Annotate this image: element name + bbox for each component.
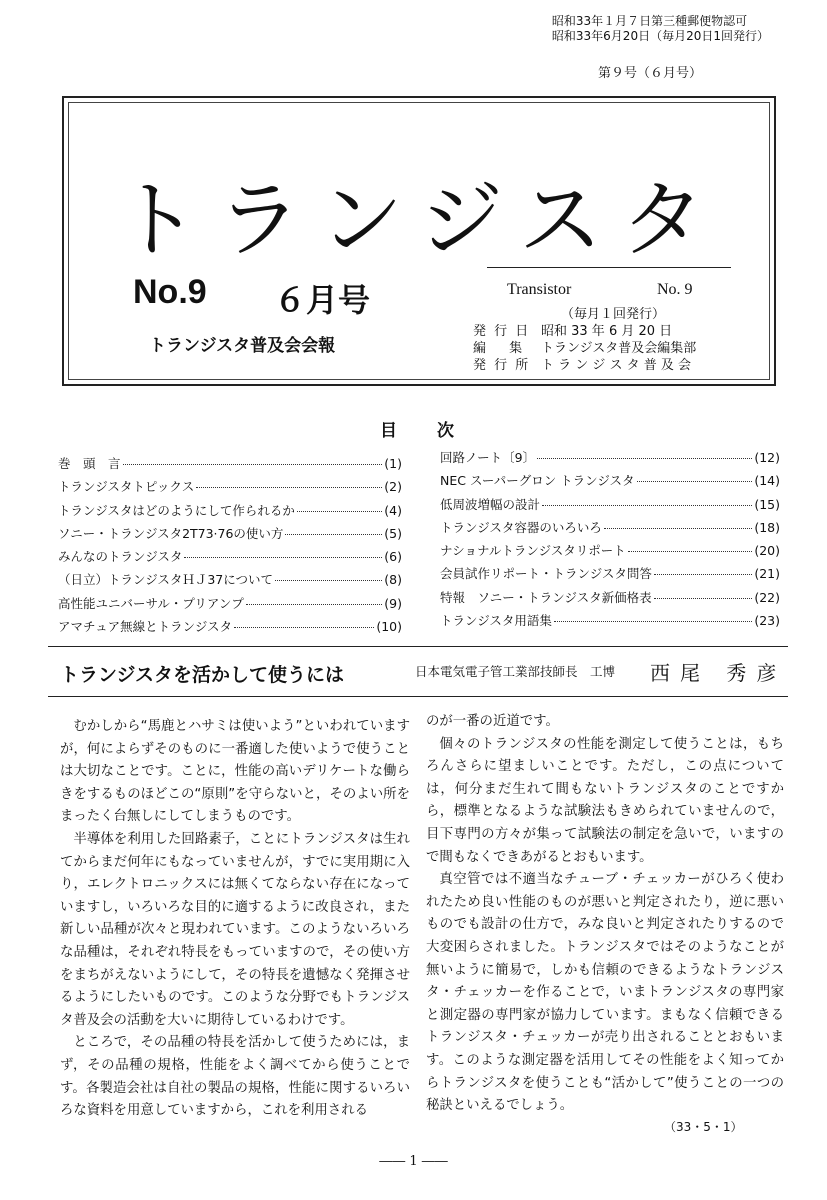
info-row: [473, 357, 696, 374]
toc-item-page: (6): [384, 549, 402, 565]
article-paragraph: 真空管では不適当なチューブ・チェッカーがひろく使われたため良い性能のものが悪いと判定されたり，逆に悪いものでも設計の仕方で，みな良いと判定されたりするので大変困らされました。トランジスタではそのようなことが無いように簡易で，しかも信頼のできるようなトランジスタ・チェッカーを作ることで，いまトランジスタの専門家と測定器の専門家が協力しています。まもなく信頼できるトランジスタ・チェッカーが売り出されることとおもいます。このような測定器を活用してその性能をよく知ってからトランジスタを使うことも“活かして”使うことの一つの秘訣といえるでしょう。: [426, 872, 784, 1114]
toc-leader: [554, 621, 753, 622]
masthead-frame: [62, 96, 776, 386]
toc-item-title: アマチュア無線とトランジスタ: [58, 619, 232, 635]
toc-item[interactable]: [58, 501, 402, 524]
toc-item-title: （日立）トランジスタＨＪ37について: [58, 572, 273, 588]
info-label: 編 集: [473, 341, 525, 356]
toc-item-page: (4): [384, 502, 402, 518]
toc-leader: [604, 528, 753, 529]
toc-item[interactable]: [440, 448, 780, 471]
info-value: トランジスタ普及会編集部: [541, 341, 697, 356]
article-paragraph: ところで，その品種の特長を活かして使うためには，まず，その品種の規格，性能をよく調べてから使うことです。各製造会社は自社の製品の規格，性能に関するいろいろな資料を用意していますから，これを利用される: [60, 1035, 410, 1119]
magazine-title: トランジスタ: [115, 171, 723, 269]
toc-item[interactable]: [440, 564, 780, 587]
toc-left-column: [58, 454, 402, 640]
article-bottom-rule: [48, 696, 788, 697]
publication-frequency: （毎月１回発行）: [561, 307, 666, 322]
toc-item-title: トランジスタ容器のいろいろ: [440, 519, 602, 535]
toc-leader: [285, 534, 382, 535]
toc-item-page: (22): [754, 589, 780, 605]
article-top-rule: [48, 646, 788, 647]
article-paragraph: 半導体を利用した回路素子，ことにトランジスタは生れてからまだ何年にもなっていませんが，すでに実用期に入り，エレクトロニックスには無くてならない存在になっていますし，いろいろな目的に適するように改良され，また新しい品種が次々と現われています。このようないろいろな品種は，それぞれ特長をもっていますので，その使い方をまちがえないようにして，その特長を遺憾なく発揮させるようにしたいものです。このような分野でもトランジスタ普及会の活動を大いに期待しているわけです。: [60, 831, 410, 1028]
toc-item-title: 会員試作リポート・トランジスタ問答: [440, 566, 652, 582]
toc-leader: [184, 557, 382, 558]
toc-item-title: 巻 頭 言: [58, 456, 121, 471]
toc-item[interactable]: [440, 495, 780, 518]
info-label: 発 行 日: [473, 324, 531, 339]
toc-item[interactable]: [58, 570, 402, 593]
toc-item-page: (10): [376, 619, 402, 635]
toc-item-page: (9): [384, 595, 402, 611]
association-name: トランジスタ普及会会報: [149, 336, 336, 356]
toc-item-page: (12): [754, 450, 780, 465]
toc-item-title: トランジスタはどのようにして作られるか: [58, 502, 295, 518]
toc-item-title: トランジスタトピックス: [58, 479, 195, 495]
toc-right-column: [440, 448, 780, 634]
issue-month: ６月号: [274, 282, 371, 318]
toc-item-title: ナショナルトランジスタリポート: [440, 543, 626, 559]
toc-item-title: 回路ノート〔9〕: [440, 450, 536, 465]
page-number: ―― 1 ――: [379, 1154, 448, 1169]
article-paragraph: むかしから“馬鹿とハサミは使いよう”といわれていますが，何によらずそのものに一番適した使いようで使うことは大切なことです。ことに，性能の高いデリケートな働らきをするものほどこの“原則”を守らないと，そのよい所をまったく台無しにしてしまうものです。: [60, 719, 410, 825]
toc-item[interactable]: [58, 454, 402, 477]
masthead-rule: [487, 267, 731, 268]
postal-line-1: 昭和33年１月７日第三種郵便物認可: [551, 14, 748, 28]
toc-item-page: (23): [754, 613, 780, 629]
toc-leader: [654, 598, 753, 599]
toc-item-page: (21): [754, 566, 780, 582]
toc-item[interactable]: [440, 471, 780, 494]
toc-item[interactable]: [440, 518, 780, 541]
toc-item-page: (20): [754, 543, 780, 559]
author-title: 日本電気電子管工業部技師長 工博: [415, 664, 616, 679]
issue-number: No.9: [133, 273, 207, 311]
toc-item-title: 特報 ソニー・トランジスタ新価格表: [440, 589, 652, 605]
toc-item-title: みんなのトランジスタ: [58, 549, 183, 565]
toc-item-page: (15): [754, 496, 780, 512]
toc-leader: [654, 574, 753, 575]
postal-line-2: 昭和33年6月20日（毎月20日1回発行）: [551, 29, 769, 43]
toc-leader: [275, 580, 382, 581]
toc-item[interactable]: [58, 617, 402, 640]
toc-leader: [637, 481, 753, 482]
toc-leader: [246, 604, 382, 605]
toc-item-title: ソニー・トランジスタ2T73·76の使い方: [58, 525, 284, 541]
toc-item[interactable]: [58, 547, 402, 570]
publication-info: [473, 323, 696, 374]
toc-heading: 目 次: [380, 421, 456, 441]
issue-label: 第９号（６月号）: [598, 66, 703, 81]
article-title: トランジスタを活かして使うには: [60, 664, 344, 686]
article-left-column: [60, 716, 410, 1123]
toc-item-page: (8): [384, 572, 402, 588]
toc-leader: [297, 511, 382, 512]
info-row: [473, 340, 696, 357]
info-value: 昭和 33 年 6 月 20 日: [541, 324, 673, 339]
toc-item-page: (18): [754, 519, 780, 535]
toc-leader: [542, 505, 752, 506]
toc-item-title: トランジスタ用語集: [440, 613, 552, 629]
toc-leader: [234, 627, 374, 628]
toc-item-page: (14): [754, 473, 780, 489]
toc-item-title: 低周波増幅の設計: [440, 496, 541, 512]
postal-notice: [552, 14, 769, 44]
masthead-inner-border: [68, 102, 770, 380]
toc-item[interactable]: [58, 477, 402, 500]
toc-leader: [196, 487, 382, 488]
article-paragraph: 個々のトランジスタの性能を測定して使うことは，もちろんさらに望ましいことです。ただし，この点については，何分まだ生れて間もないトランジスタのことですから，標準となるような試験法もきめられていませんので，目下専門の方々が集って試験法の制定を急いで，いますので間もなくできあがるとおもいます。: [426, 736, 784, 865]
article-paragraph: のが一番の近道です。: [426, 714, 559, 729]
toc-item-page: (5): [384, 525, 402, 541]
toc-item[interactable]: [440, 541, 780, 564]
toc-item-title: NEC スーパーグロン トランジスタ: [440, 473, 635, 489]
toc-item-page: (2): [384, 479, 402, 495]
info-row: [473, 323, 696, 340]
toc-leader: [628, 551, 753, 552]
toc-item[interactable]: [58, 524, 402, 547]
english-number: No. 9: [657, 281, 693, 298]
info-value: ト ラ ン ジ ス タ 普 及 会: [541, 358, 692, 373]
toc-item[interactable]: [58, 594, 402, 617]
info-label: 発 行 所: [473, 358, 531, 373]
author-name: 西尾 秀彦: [650, 661, 787, 685]
article-date-stamp: （33・5・1）: [664, 1120, 743, 1134]
toc-item[interactable]: [440, 588, 780, 611]
english-title: Transistor: [507, 281, 572, 298]
article-right-column: [426, 711, 784, 1118]
toc-item-title: 高性能ユニバーサル・プリアンプ: [58, 595, 244, 611]
toc-leader: [123, 464, 383, 465]
toc-item-page: (1): [384, 456, 402, 471]
toc-leader: [537, 458, 752, 459]
toc-item[interactable]: [440, 611, 780, 634]
